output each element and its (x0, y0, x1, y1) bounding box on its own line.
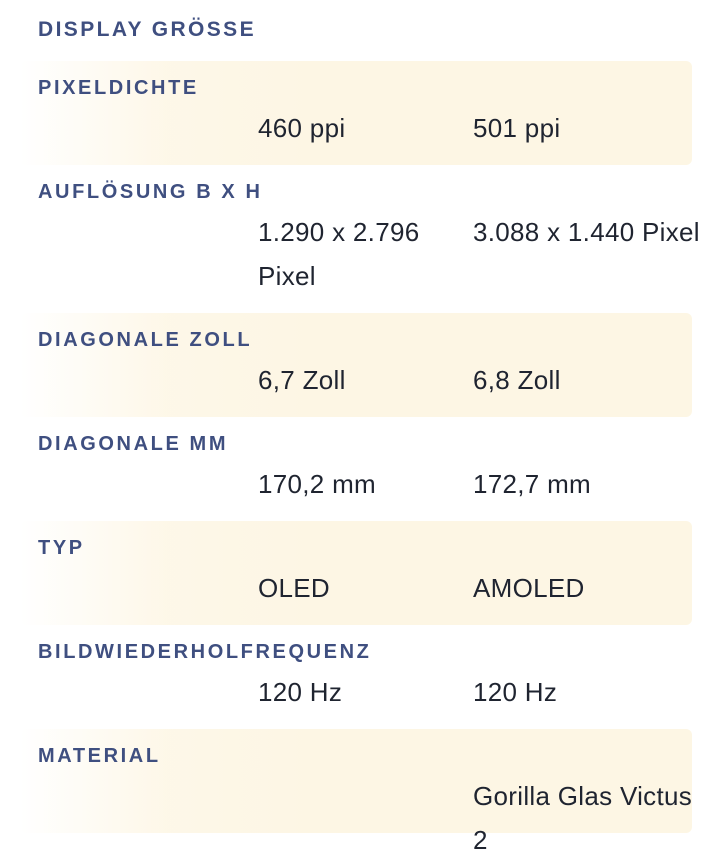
spec-row-diagonale-mm (20, 417, 692, 521)
spec-row-bildwiederholfrequenz (20, 625, 692, 729)
spec-value-device-a: 460 ppi (258, 113, 346, 143)
spec-value-device-b: 6,8 Zoll (473, 365, 561, 395)
spec-value-device-b: 172,7 mm (473, 469, 592, 499)
spec-row-diagonale-zoll (20, 313, 692, 417)
spec-row-material (20, 729, 693, 855)
spec-value-device-a: 170,2 mm (258, 469, 377, 499)
spec-value-device-b: 3.088 x 1.440 Pixel (473, 217, 700, 247)
section-title: DISPLAY GRÖSSE (38, 18, 256, 41)
spec-value-device-b: 120 Hz (473, 677, 558, 707)
spec-value-device-a: 1.290 x 2.796 Pixel (258, 217, 420, 291)
spec-label: MATERIAL (38, 745, 161, 767)
spec-label: TYP (38, 537, 85, 559)
spec-table (20, 61, 700, 855)
spec-label: AUFLÖSUNG B X H (38, 181, 263, 203)
spec-label: PIXELDICHTE (38, 77, 199, 99)
spec-label: BILDWIEDERHOLFREQUENZ (38, 641, 372, 663)
spec-value-device-a: 6,7 Zoll (258, 365, 346, 395)
spec-label: DIAGONALE MM (38, 433, 229, 455)
spec-value-device-b: 501 ppi (473, 113, 561, 143)
spec-value-device-a: 120 Hz (258, 677, 343, 707)
spec-label: DIAGONALE ZOLL (38, 329, 253, 351)
spec-value-device-b: Gorilla Glas Victus 2 (473, 781, 693, 855)
spec-value-device-a: OLED (258, 573, 331, 603)
spec-row-typ (20, 521, 692, 625)
spec-row-pixeldichte (20, 61, 692, 165)
spec-row-aufloesung (20, 165, 700, 313)
spec-value-device-b: AMOLED (473, 573, 585, 603)
